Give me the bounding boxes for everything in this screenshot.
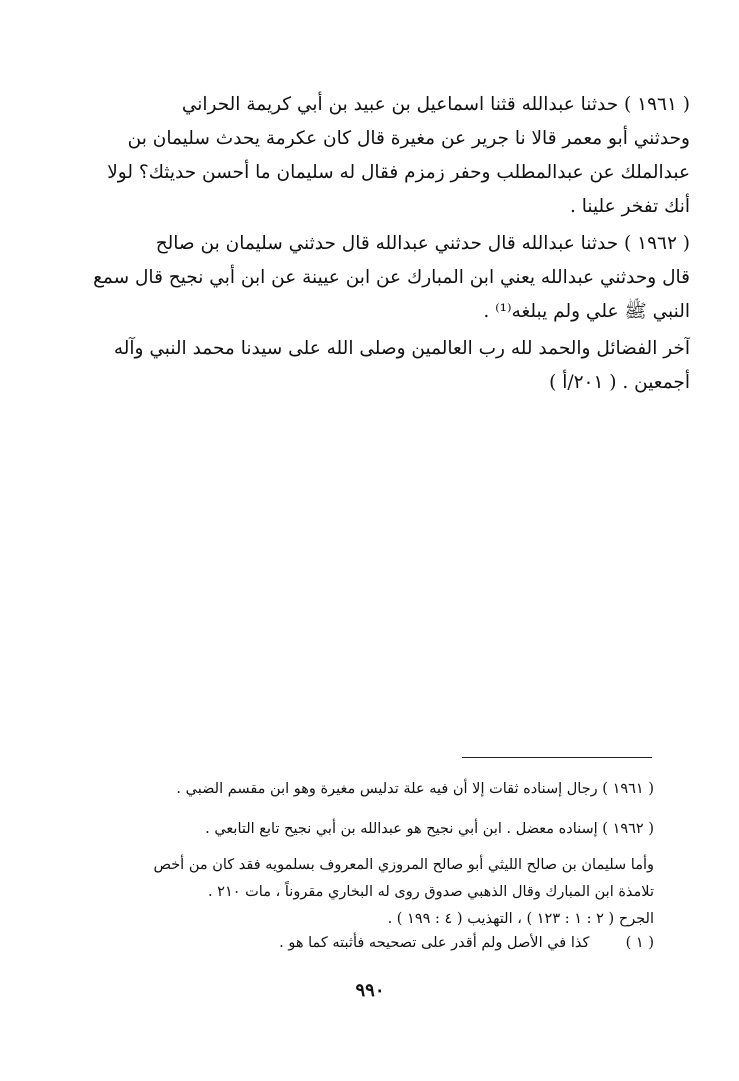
footnote-text: كذا في الأصل ولم أقدر على تصحيحه فأثبته كما هو .: [279, 935, 590, 951]
text-line: آخر الفضائل والحمد لله رب العالمين وصلى الله على سيدنا محمد النبي وآله: [113, 338, 690, 359]
text-line: ( ١٩٦١ ) حدثنا عبدالله قثنا اسماعيل بن عبيد بن أبي كريمة الحراني: [181, 94, 690, 115]
hadith-1962: [90, 227, 690, 329]
text-line: عبدالملك عن عبدالمطلب وحفر زمزم فقال له سليمان ما أحسن حديثك؟ لولا: [107, 162, 690, 183]
text-line: وحدثني أبو معمر قالا نا جرير عن مغيرة قال كان عكرمة يحدث سليمان بن: [127, 128, 690, 149]
footnote-line: تلامذة ابن المبارك وقال الذهبي صدوق روى له البخاري مقروناً ، مات ٢١٠ .: [207, 884, 654, 900]
text-line: أنك تفخر علينا .: [569, 196, 690, 217]
footnote-1: [89, 932, 654, 954]
footnote-divider: [462, 757, 652, 758]
page-number: ٩٩٠: [355, 980, 385, 1001]
footnote-1962-continuation: [54, 852, 654, 906]
footnote-1961: ( ١٩٦١ ) رجال إسناده ثقات إلا أن فيه علة تدليس مغيرة وهو ابن مقسم الضبي .: [176, 781, 654, 797]
hadith-1961: [90, 88, 690, 224]
footnote-1962: ( ١٩٦٢ ) إسناده معضل . ابن أبي نجيح هو عبدالله بن أبي نجيح تابع التابعي .: [205, 821, 654, 837]
text-line: قال وحدثني عبدالله يعني ابن المبارك عن ابن عيينة عن ابن أبي نجيح قال سمع: [93, 267, 690, 288]
footnote-line: وأما سليمان بن صالح الليثي أبو صالح المروزي المعروف بسلمويه فقد كان من أخص: [153, 857, 654, 873]
text-line: ( ١٩٦٢ ) حدثنا عبدالله قال حدثني عبدالله قال حدثني سليمان بن صالح: [155, 233, 690, 254]
footnote-mark: ( ١ ): [625, 935, 654, 951]
footnote-1962-references: الجرح ( ٢ : ١ : ١٢٣ ) ، التهذيب ( ٤ : ١٩٩ ) .: [387, 911, 654, 927]
text-line: النبي ﷺ علي ولم يبلغه⁽¹⁾ .: [483, 301, 690, 322]
text-line: أجمعين . ( ٢٠١/أ ): [549, 372, 690, 393]
closing-paragraph: [90, 332, 690, 400]
